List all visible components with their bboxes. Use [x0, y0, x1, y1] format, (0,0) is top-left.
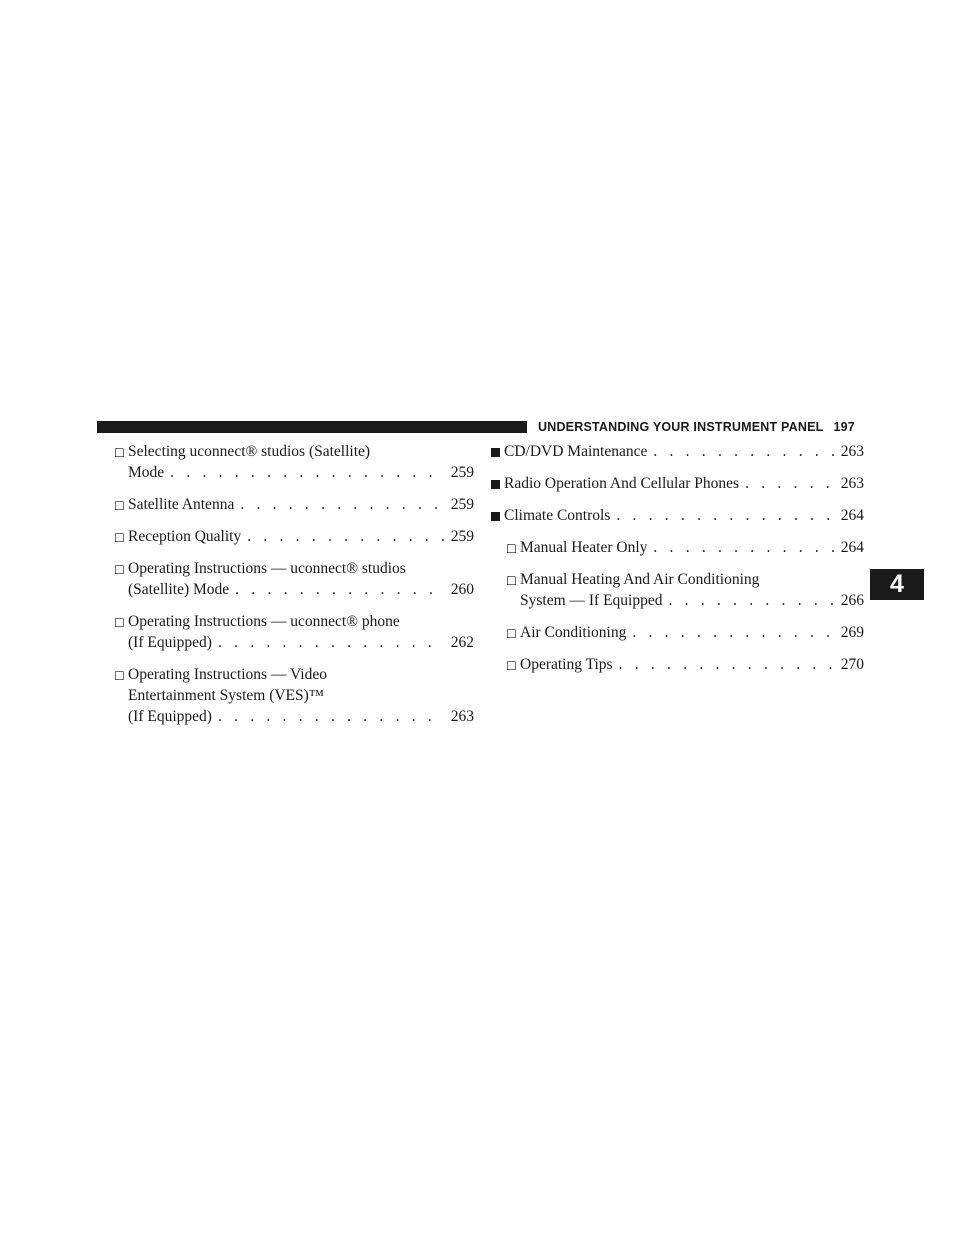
leader-dots	[745, 473, 835, 494]
toc-entry-text: Operating Instructions — uconnect® studios	[128, 560, 406, 577]
leader-dots	[218, 706, 445, 727]
toc-page-number: 263	[450, 708, 474, 725]
toc-entry[interactable]	[114, 558, 474, 600]
page-number: 197	[833, 420, 855, 434]
toc-page-number: 263	[840, 443, 864, 460]
header-title: UNDERSTANDING YOUR INSTRUMENT PANEL	[538, 420, 824, 434]
box-bullet-icon: ☐	[114, 531, 125, 545]
toc-page-number: 263	[840, 475, 864, 492]
chapter-tab[interactable]: 4	[870, 569, 924, 600]
leader-dots	[247, 526, 445, 547]
toc-entry-main[interactable]	[490, 441, 864, 462]
toc-left-column	[114, 441, 474, 738]
toc-page-number: 266	[840, 592, 864, 609]
toc-page-number: 264	[840, 507, 864, 524]
leader-dots	[235, 579, 445, 600]
box-bullet-icon: ☐	[114, 669, 125, 683]
toc-entry-main[interactable]	[490, 473, 864, 494]
toc-entry[interactable]	[506, 537, 864, 558]
toc-entry-text: Operating Tips	[520, 656, 613, 673]
toc-page-number: 259	[450, 528, 474, 545]
box-bullet-icon: ☐	[506, 574, 517, 588]
leader-dots	[240, 494, 444, 515]
toc-entry-text: CD/DVD Maintenance	[504, 443, 648, 460]
toc-entry-text: Radio Operation And Cellular Phones	[504, 475, 740, 492]
toc-page-number: 269	[840, 624, 864, 641]
toc-page-number: 259	[450, 464, 474, 481]
toc-entry-text: Entertainment System (VES)™	[128, 687, 324, 704]
leader-dots	[616, 505, 834, 526]
running-header	[538, 418, 864, 436]
toc-entry-text: Operating Instructions — uconnect® phone	[128, 613, 400, 630]
toc-entry[interactable]	[506, 622, 864, 643]
toc-entry-text: (If Equipped)	[128, 634, 212, 651]
box-bullet-icon: ☐	[114, 499, 125, 513]
toc-entry-text: Operating Instructions — Video	[128, 666, 327, 683]
toc-entry-text: Climate Controls	[504, 507, 611, 524]
leader-dots	[632, 622, 834, 643]
toc-entry-text: System — If Equipped	[520, 592, 663, 609]
toc-entry-text: Satellite Antenna	[128, 496, 235, 513]
leader-dots	[218, 632, 445, 653]
box-bullet-icon: ☐	[506, 627, 517, 641]
toc-entry-text: Mode	[128, 464, 165, 481]
toc-page-number: 264	[840, 539, 864, 556]
toc-entry-text: Manual Heating And Air Conditioning	[520, 571, 760, 588]
toc-entry[interactable]	[114, 664, 474, 727]
box-bullet-icon: ☐	[114, 446, 125, 460]
toc-entry[interactable]	[114, 611, 474, 653]
header-rule	[97, 421, 527, 433]
square-bullet-icon	[491, 512, 500, 521]
box-bullet-icon: ☐	[114, 616, 125, 630]
leader-dots	[170, 462, 445, 483]
toc-entry[interactable]	[114, 441, 474, 483]
box-bullet-icon: ☐	[506, 659, 517, 673]
toc-entry[interactable]	[506, 654, 864, 675]
toc-right-column	[490, 441, 864, 686]
square-bullet-icon	[491, 448, 500, 457]
toc-entry-main[interactable]	[490, 505, 864, 526]
toc-page-number: 270	[840, 656, 864, 673]
box-bullet-icon: ☐	[506, 542, 517, 556]
toc-entry-text: (Satellite) Mode	[128, 581, 230, 598]
box-bullet-icon: ☐	[114, 563, 125, 577]
toc-entry[interactable]	[114, 526, 474, 547]
leader-dots	[653, 537, 834, 558]
toc-entry-text: Air Conditioning	[520, 624, 627, 641]
toc-entry-text: (If Equipped)	[128, 708, 212, 725]
leader-dots	[619, 654, 835, 675]
toc-page-number: 259	[450, 496, 474, 513]
toc-entry[interactable]	[506, 569, 864, 611]
toc-entry[interactable]	[114, 494, 474, 515]
leader-dots	[653, 441, 834, 462]
toc-page-number: 260	[450, 581, 474, 598]
leader-dots	[669, 590, 835, 611]
toc-entry-text: Reception Quality	[128, 528, 242, 545]
toc-entry-text: Selecting uconnect® studios (Satellite)	[128, 443, 371, 460]
toc-page-number: 262	[450, 634, 474, 651]
square-bullet-icon	[491, 480, 500, 489]
toc-entry-text: Manual Heater Only	[520, 539, 648, 556]
